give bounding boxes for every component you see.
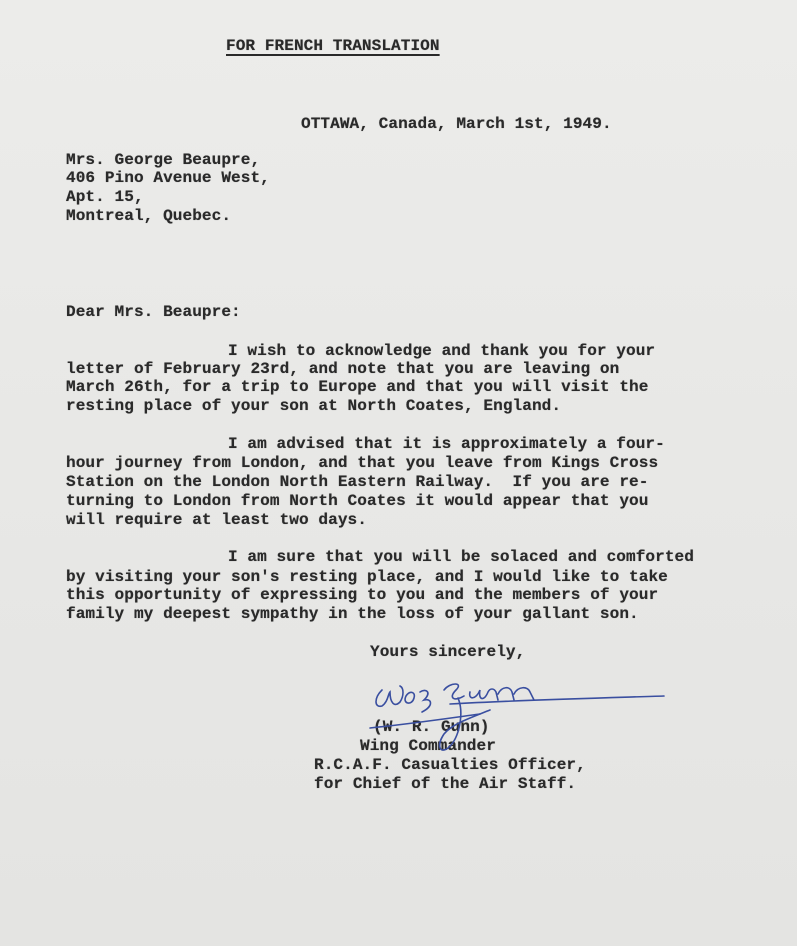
signature-block-line: for Chief of the Air Staff. (314, 775, 577, 793)
handwritten-signature (360, 668, 680, 768)
paragraph-line: hour journey from London, and that you leave from Kings Cross (66, 454, 659, 472)
recipient-address-line: Montreal, Quebec. (66, 207, 232, 225)
salutation: Dear Mrs. Beaupre: (66, 303, 241, 321)
signature-block-line: (W. R. Gunn) (373, 718, 490, 736)
paragraph-line: turning to London from North Coates it would appear that you (66, 492, 649, 510)
paragraph-line: by visiting your son's resting place, and I would like to take (66, 568, 668, 586)
paragraph-line: Station on the London North Eastern Railway. If you are re- (66, 473, 649, 491)
paragraph-line: will require at least two days. (66, 511, 367, 529)
paragraph-line: I wish to acknowledge and thank you for your (228, 342, 656, 360)
document-heading: FOR FRENCH TRANSLATION (226, 37, 440, 55)
paragraph-line: March 26th, for a trip to Europe and that you will visit the (66, 378, 649, 396)
dateline: OTTAWA, Canada, March 1st, 1949. (301, 115, 612, 133)
paragraph-line: I am sure that you will be solaced and comforted (228, 548, 694, 566)
recipient-address-line: 406 Pino Avenue West, (66, 169, 270, 187)
recipient-address-line: Mrs. George Beaupre, (66, 151, 261, 169)
paragraph-line: resting place of your son at North Coates, England. (66, 397, 562, 415)
closing: Yours sincerely, (370, 643, 526, 661)
paragraph-line: this opportunity of expressing to you and the members of your (66, 586, 659, 604)
signature-block-line: R.C.A.F. Casualties Officer, (314, 756, 586, 774)
recipient-address-line: Apt. 15, (66, 188, 144, 206)
paragraph-line: letter of February 23rd, and note that you are leaving on (66, 360, 620, 378)
paragraph-line: family my deepest sympathy in the loss of your gallant son. (66, 605, 639, 623)
paragraph-line: I am advised that it is approximately a four- (228, 435, 665, 453)
signature-block-line: Wing Commander (360, 737, 496, 755)
